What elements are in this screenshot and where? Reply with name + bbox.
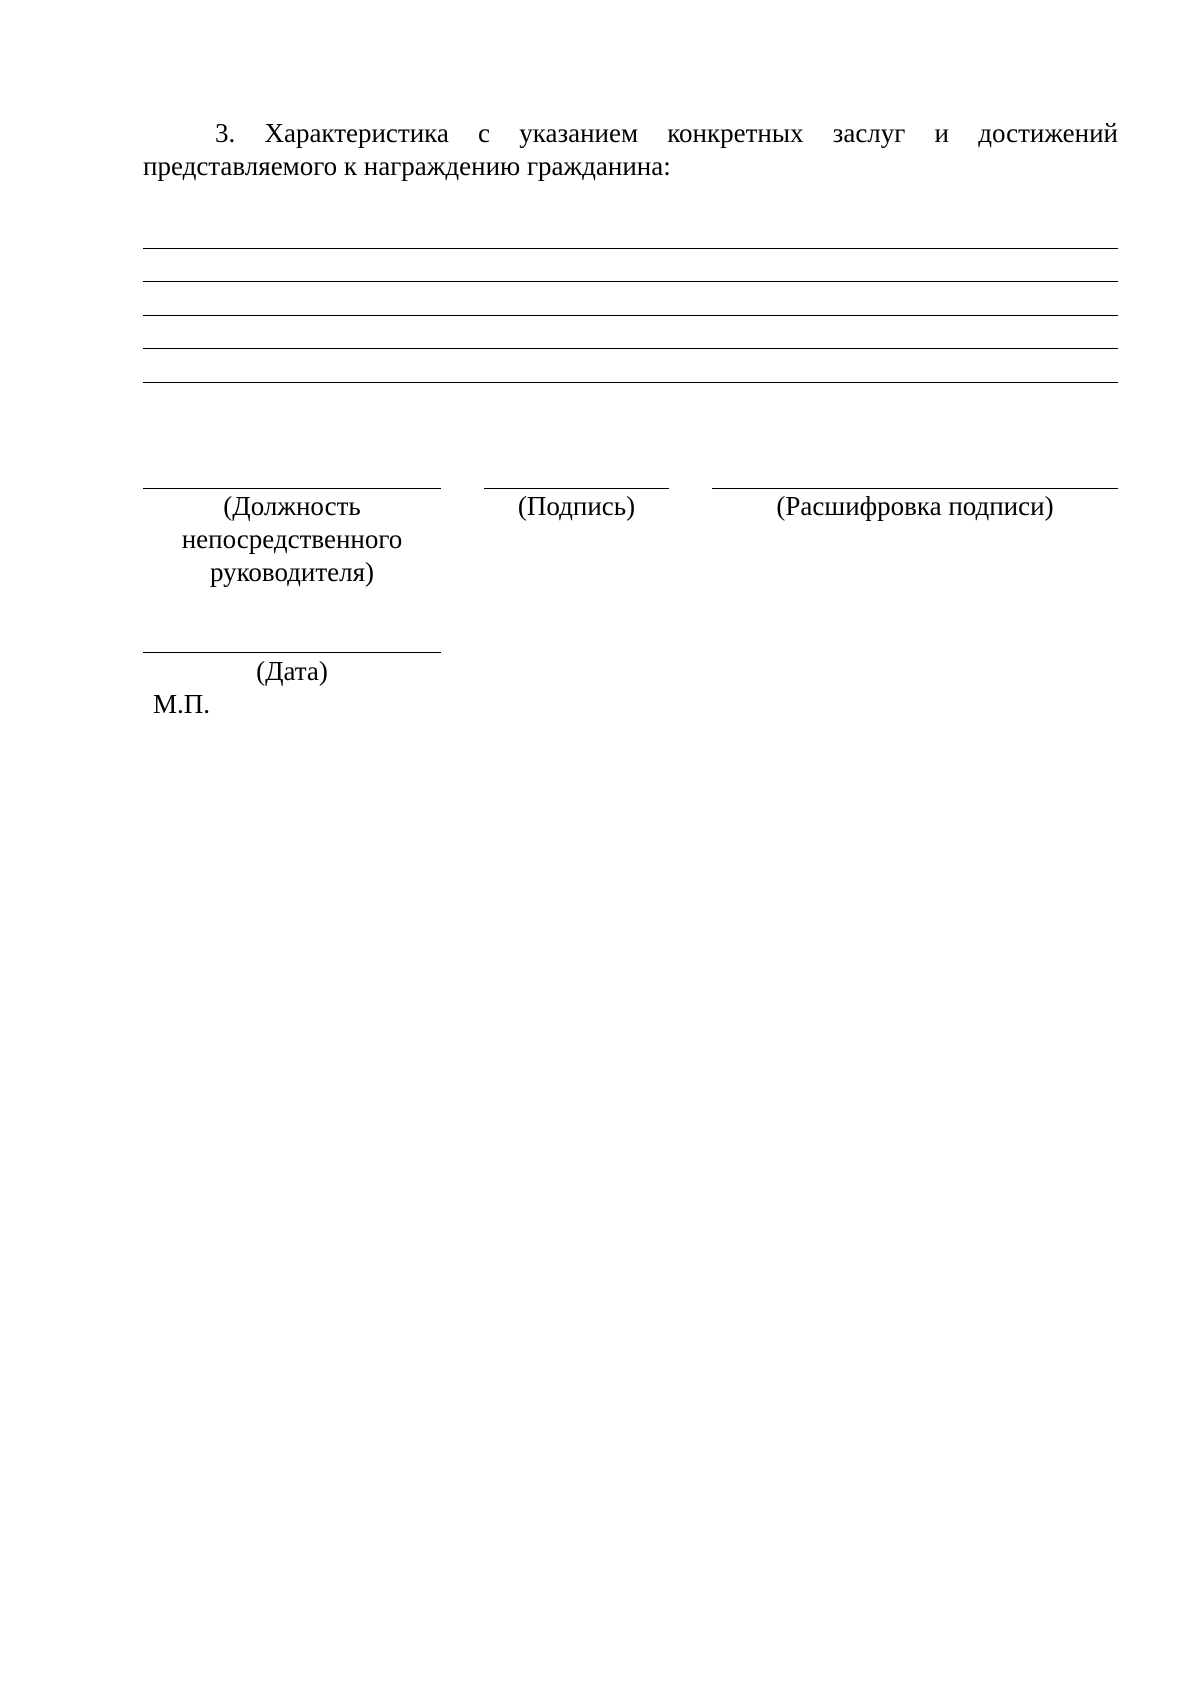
position-signature-line[interactable] <box>143 488 441 489</box>
section-3-text-line-2: представляемого к награждению гражданина: <box>143 151 671 181</box>
date-line[interactable] <box>143 652 441 653</box>
signature-caption: (Подпись) <box>517 491 636 521</box>
date-caption: (Дата) <box>256 656 328 686</box>
stamp-place-label: М.П. <box>153 689 211 719</box>
decryption-caption: (Расшифровка подписи) <box>776 491 1054 521</box>
signature-line[interactable] <box>484 488 669 489</box>
position-caption: (Должность непосредственного руководителя) <box>181 491 403 587</box>
characteristic-line-2[interactable] <box>143 281 1118 282</box>
decryption-signature-line[interactable] <box>712 488 1118 489</box>
section-3-text-line-1: 3. Характеристика с указанием конкретных заслуг и достижений <box>215 118 1118 148</box>
characteristic-line-5[interactable] <box>143 382 1118 383</box>
characteristic-line-1[interactable] <box>143 248 1118 249</box>
characteristic-line-4[interactable] <box>143 348 1118 349</box>
section-3-heading <box>143 117 1118 183</box>
characteristic-line-3[interactable] <box>143 315 1118 316</box>
